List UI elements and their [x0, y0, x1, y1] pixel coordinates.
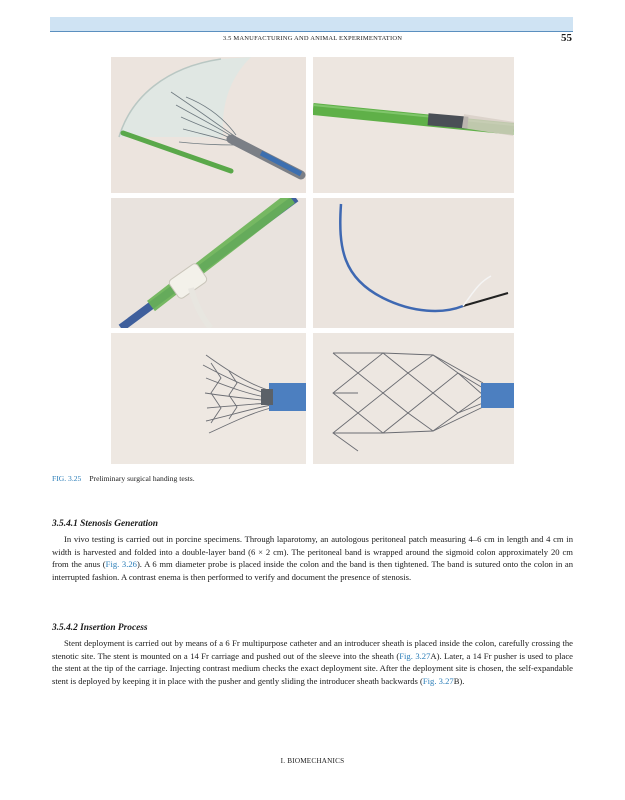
figure-reference-link[interactable]: Fig. 3.26: [105, 559, 137, 570]
photo-stent-small: [111, 333, 306, 464]
running-head: 3.5 MANUFACTURING AND ANIMAL EXPERIMENTATION: [222, 35, 403, 42]
paragraph-text: A). Later, a 14 Fr pusher is used to place the stent at the tip of the carriage. Injecting contrast medium checks the exact deployment site. After the deployment site is chosen, the self-expandable stent is deployed by keeping it in place with the pusher and gently sliding the introducer sheath backwards (: [52, 650, 573, 687]
page-number: 55: [561, 32, 572, 44]
section-heading: 3.5.4.1 Stenosis Generation: [52, 519, 159, 529]
paragraph-text: Stent deployment is carried out by means of a 6 Fr multipurpose catheter and an introducer sheath is placed inside the colon, carefully crossing the stenotic site. The stent is mounted on a 14 Fr carriage and pushed out of the sleeve into the sheath (: [52, 638, 573, 661]
section-insertion-process: [52, 623, 573, 688]
section-paragraph: [52, 533, 573, 584]
running-footer: I. BIOMECHANICS: [280, 757, 345, 765]
header-band: [50, 17, 573, 31]
figure-caption-text: Preliminary surgical handing tests.: [89, 474, 195, 483]
section-stenosis-generation: [52, 519, 573, 584]
paragraph-text: ). A 6 mm diameter probe is placed inside the colon and the band is then tightened. The band is sutured onto the colon in an interrupted fashion. A contrast enema is then performed to verify and document the presence of stenosis.: [52, 559, 573, 583]
figure-reference-link[interactable]: Fig. 3.27: [422, 676, 454, 687]
photo-catheter-connector: [111, 198, 306, 328]
photo-funnel-stent: [111, 57, 306, 193]
figure-reference-link[interactable]: Fig. 3.27: [399, 650, 431, 661]
figure-caption: [52, 474, 572, 483]
photo-green-tube: [313, 57, 514, 193]
paragraph-text: In vivo testing is carried out in porcine specimens. Through laparotomy, an autologous peritoneal patch measuring 4–6 cm in length and 4 cm in width is harvested and folded into a double-layer band (6 × 2 cm). The peritoneal band is wrapped around the sigmoid colon approximately 20 cm from the anus (: [52, 534, 573, 570]
photo-stent-expanded: [313, 333, 514, 464]
paragraph-text: B).: [453, 676, 465, 687]
header-rule: [50, 31, 573, 32]
section-heading: 3.5.4.2 Insertion Process: [52, 623, 148, 633]
figure-label: FIG. 3.25: [52, 474, 82, 483]
section-paragraph: [52, 637, 573, 688]
photo-wire-loop: [313, 198, 514, 328]
